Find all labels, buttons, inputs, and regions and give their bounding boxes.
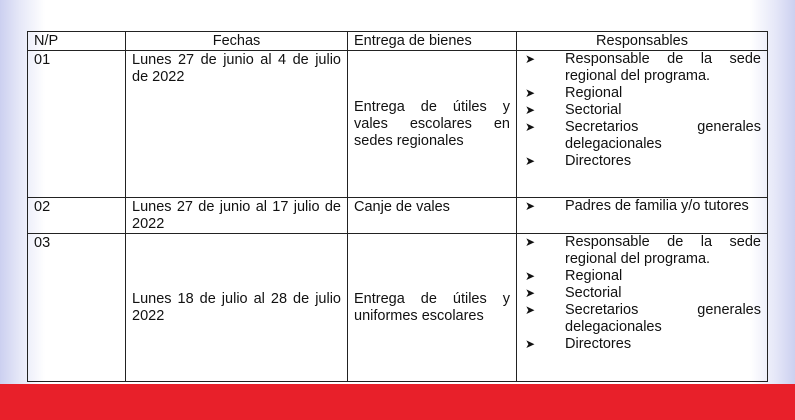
arrowhead-bullet-icon: ➤ [525, 120, 536, 134]
header-responsables: Responsables [517, 32, 768, 51]
responsable-item: ➤ Regional [525, 85, 623, 101]
responsable-item: ➤ Directores [525, 336, 632, 352]
arrowhead-bullet-icon: ➤ [525, 52, 536, 66]
row-dates: Lunes 27 de junio al 17 julio de 2022 [126, 198, 348, 234]
arrowhead-bullet-icon: ➤ [525, 303, 536, 317]
responsable-item: ➤ Responsable de la sede regional del programa. [525, 51, 761, 84]
arrowhead-bullet-icon: ➤ [525, 269, 536, 283]
table-row [28, 198, 768, 234]
row-number: 01 [28, 51, 126, 198]
row-responsables [517, 234, 768, 382]
arrowhead-bullet-icon: ➤ [525, 199, 536, 213]
schedule-table [27, 31, 768, 382]
responsable-item: ➤ Responsable de la sede regional del programa. [525, 234, 761, 267]
header-fechas: Fechas [126, 32, 348, 51]
responsable-item: ➤ Directores [525, 153, 632, 169]
responsable-item: ➤ Sectorial [525, 285, 622, 301]
row-delivery: Entrega de útiles y uniformes escolares [348, 234, 517, 382]
responsable-item: ➤ Secretarios generales delegacionales [525, 302, 761, 335]
table-row [28, 51, 768, 198]
row-delivery: Entrega de útiles y vales escolares en sedes regionales [348, 51, 517, 198]
header-entrega: Entrega de bienes [348, 32, 517, 51]
arrowhead-bullet-icon: ➤ [525, 154, 536, 168]
arrowhead-bullet-icon: ➤ [525, 337, 536, 351]
table-row [28, 234, 768, 382]
header-row [28, 32, 768, 51]
row-number: 03 [28, 234, 126, 382]
responsable-item: ➤ Secretarios generales delegacionales [525, 119, 761, 152]
row-number: 02 [28, 198, 126, 234]
arrowhead-bullet-icon: ➤ [525, 235, 536, 249]
row-responsables [517, 51, 768, 198]
header-np: N/P [28, 32, 126, 51]
row-dates: Lunes 18 de julio al 28 de julio 2022 [126, 234, 348, 382]
responsable-item: ➤ Sectorial [525, 102, 622, 118]
arrowhead-bullet-icon: ➤ [525, 103, 536, 117]
row-dates: Lunes 27 de junio al 4 de julio de 2022 [126, 51, 348, 198]
row-responsables [517, 198, 768, 234]
red-footer-bar [0, 384, 795, 420]
row-delivery: Canje de vales [348, 198, 517, 234]
arrowhead-bullet-icon: ➤ [525, 286, 536, 300]
responsable-item: ➤ Padres de familia y/o tutores [525, 198, 749, 214]
responsable-item: ➤ Regional [525, 268, 623, 284]
arrowhead-bullet-icon: ➤ [525, 86, 536, 100]
